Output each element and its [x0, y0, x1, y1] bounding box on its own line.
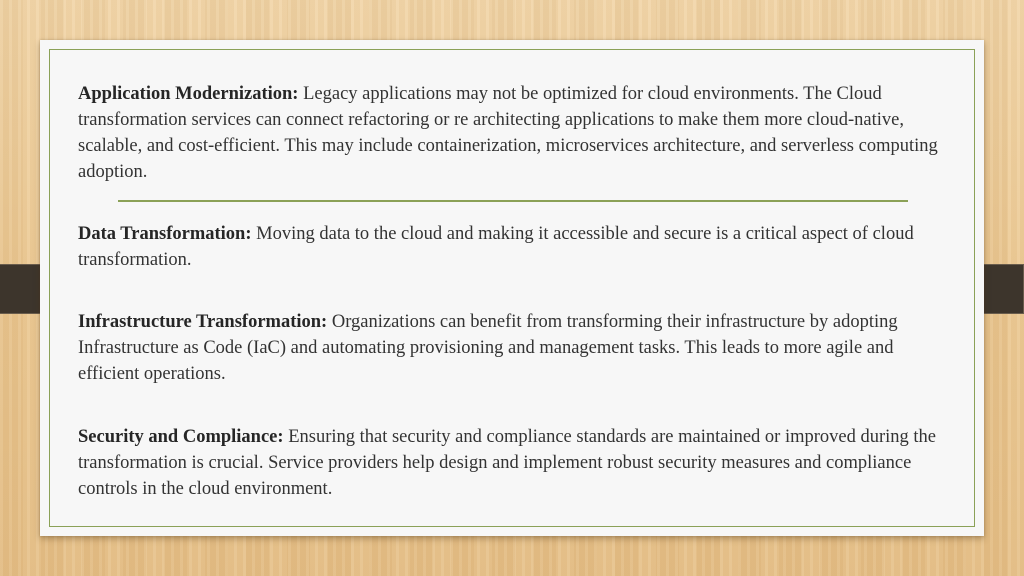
slide-content	[78, 81, 950, 502]
body-security-compliance: Ensuring that security and compliance standards are maintained or improved during the transformation is crucial. Service providers help design and implement robust security measures and compliance controls in the cloud environment.	[78, 426, 937, 499]
body-application-modernization: Legacy applications may not be optimized for cloud environments. The Cloud transformation services can connect refactoring or re architecting applications to make them more cloud-native, scalable, and cost-efficient. This may include containerization, microservices architecture, and serverless computing adoption.	[78, 84, 938, 182]
body-data-transformation: Moving data to the cloud and making it accessible and secure is a critical aspect of cloud transformation.	[78, 223, 914, 270]
section-divider	[118, 200, 908, 202]
heading-security-compliance: Security and Compliance:	[78, 426, 284, 447]
paragraph-security-compliance	[78, 424, 950, 502]
paragraph-data-transformation	[78, 221, 950, 273]
slide-card	[40, 40, 984, 536]
paragraph-infrastructure-transformation	[78, 309, 950, 387]
paragraph-application-modernization	[78, 81, 950, 185]
body-infrastructure-transformation: Organizations can benefit from transforming their infrastructure by adopting Infrastructure as Code (IaC) and automating provisioning and management tasks. This leads to more agile and efficient operations.	[78, 311, 898, 384]
heading-infrastructure-transformation: Infrastructure Transformation:	[78, 311, 328, 332]
heading-application-modernization: Application Modernization:	[78, 84, 299, 104]
heading-data-transformation: Data Transformation:	[78, 223, 252, 244]
